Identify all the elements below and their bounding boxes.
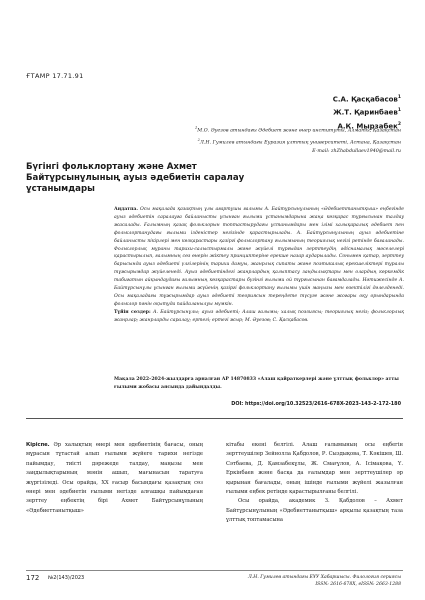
journal-info <box>248 574 401 588</box>
abstract <box>114 206 404 325</box>
keywords-text: А. Байтұрсынұлы; ауыз әдебиеті; Алаш ғалымы; халық поэзиясы; теориялық негіз; фольклорлық жанрлар; жанрларды саралау; ертегі; ертегі жыр; М. Әуезов; С. Қасқабасов. <box>114 309 404 323</box>
affiliations <box>195 124 401 156</box>
footer-divider <box>26 570 403 571</box>
author-name: С.А. Қасқабасов$^1$ <box>332 95 401 104</box>
body-paragraph: кітабы екені белгілі. Алаш ғалымының осы еңбегін зерттеушілер Зейнолла Қабдолов, Р. Сыздықова, Т. Кәкішев, Ш. Сәтбаева, Д. Қамзабекұлы, Ж. Смағұлов, А. Ісімақова, Ү. Еркінбаев және басқа да ғалымдар мен зерттеушілер әр қырынан бағалады, оның ішінде ғылыми жүйелі жазылған ғылыми еңбек ретінде қарастырылғаны белгілі. <box>226 442 403 496</box>
body-column-right <box>226 441 403 526</box>
grsti-code: ҒТАМР 17.71.91 <box>26 72 84 80</box>
page-number: 172 <box>26 574 40 582</box>
doi-link[interactable]: DOI: https://doi.org/10.32523/2616-678X-2023-143-2-172-180 <box>231 401 401 407</box>
journal-name: Л.Н. Гумилев атындағы ЕҰУ Хабаршысы. Филология сериясы <box>248 575 401 580</box>
section-divider <box>26 418 403 419</box>
paper-title: Бүгінгі фольклортану және Ахмет Байтұрсынұлының ауыз әдебиетін саралау ұстанымдары <box>26 162 245 194</box>
funding-note: Мақала 2022–2024-жылдарға арналған АР 14870833 «Алаш қайраткерлері және ұлттық фольклор» атты ғылыми жобасы аясында дайындалды. <box>114 377 399 390</box>
body-paragraph: Осы орайда, академик З. Қабдолов – Ахмет Байтұрсынұлының «Әдебиеттанытқыш» арқылы қазақтың таза ұлттық топтамасына <box>226 498 403 524</box>
journal-issn: ISSN: 2616-678X, eISSN: 2663-1288 <box>315 582 401 587</box>
abstract-text: Осы мақалада қазақтың ұлы ағартушы ғалымы А. Байтұрсынұлының «Әдебиеттанытқыш» еңбегінде ауыз әдебиетін саралауға байланысты ұсынған ғылыми ұстанымдарына жаңа көзқарас тұрғысынан талдау жасалады. Ғалымның қазақ фольклорын топтастырудағы ұстанымдары мен ілімі халықаралық әдебиет пен фольклортанудағы ғылыми ізденістер негізінде қарастырылады. А. Байтұрсынұлының ауыз әдебиетіне байланысты пікірлері мен көзқарастары қазіргі фольклортану ғылымының теориялық негізі ретінде бағаланады. Фольклорлық мұраны тарихи-салыстырмалы және жүйелі тұрғыдан зерттеудің әдіснамалық мәселелері қарастырылып, ғалымның сөз өнерін жіктеу принциптеріне ерекше назар аударылады. Сонымен қатар, зерттеу барысында ауыз әдебиеті үлгілерінің тарихи дамуы, жанрлық сипаты және поэтикалық ерекшеліктері туралы тұжырымдар жүйеленеді. Ауыз әдебиетіндегі жанрлардың қалыптасу заңдылықтары мен олардың көркемдік табиғатын айқындаудағы ғалымның көзқарастары бүгінгі ғылыми ой тұрғысынан бағамдалады. Нәтижесінде А. Байтұрсынұлы ұсынған ғылыми жүйенің қазіргі фольклортану ғылымы үшін маңызы мен өзектілігі дәлелденеді. Осы мақаладағы тұжырымдар ауыз әдебиеті теориясын тереңдете түсуге және жоғары оқу орындарында фольклор пәнін оқытуда пайдаланылуы мүмкін. <box>114 207 404 307</box>
intro-text: Әр халықтың өнері мен әдебиетінің бағасы, оның мұрасын тұтастай алып ғылыми жүйеге тарихи негізде пайымдау, тиісті дәрежеде талдау, маңызы мен заңдылықтарының мәнін ашып, мағынасын таратуға жүргізіледі. Осы орайда, ХХ ғасыр басындағы қазақтың сөз өнері мен әдебиетін ғылыми негізде алғашқы пайымдаған зерттеу еңбектің бірі Ахмет Байтұрсынұлының «Әдебиеттанытқыш» <box>26 442 203 514</box>
author-name: А.К. Мырзабек$^2$ <box>337 121 401 130</box>
keywords-label: Түйін сөздер: <box>114 309 151 315</box>
issue-number: №2(143)/2023 <box>48 575 85 581</box>
affiliation: $^1$М.О. Әуезов атындағы Әдебиет және өнер институты, Алматы, Қазақстан <box>195 126 401 134</box>
intro-heading: Кіріспе. <box>26 442 50 448</box>
author-name: Ж.Т. Қаринбаев$^1$ <box>333 108 401 117</box>
body-column-left <box>26 441 203 516</box>
abstract-label: Аңдатпа. <box>114 207 138 212</box>
author-email: E-mail: zhZhabdullaev1940@mail.ru <box>312 148 401 154</box>
affiliation: $^2$Л.Н. Гумилев атындағы Еуразия ұлттық университеті, Астана, Қазақстан <box>197 137 401 146</box>
